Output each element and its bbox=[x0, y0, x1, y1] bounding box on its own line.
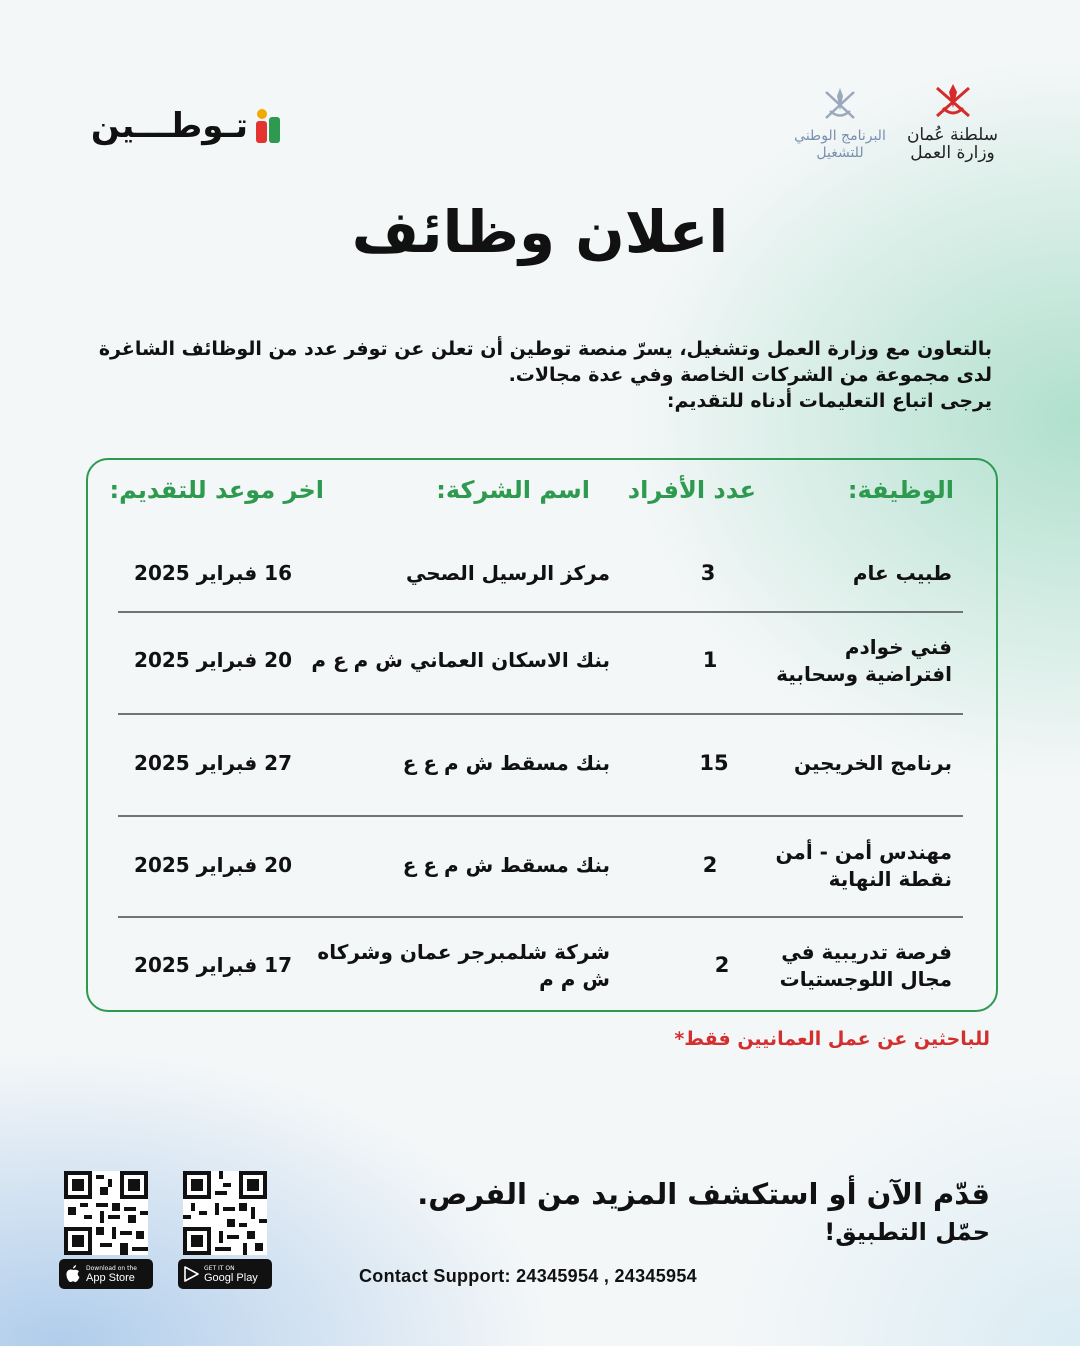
eligibility-note: للباحثين عن عمل العمانيين فقط* bbox=[674, 1028, 990, 1050]
row-divider bbox=[118, 611, 963, 613]
deadline-cell: 27 فبراير 2025 bbox=[134, 751, 292, 775]
column-header-count: عدد الأفراد bbox=[627, 476, 756, 504]
count-cell: 1 bbox=[702, 648, 718, 672]
tawteen-logo-icon bbox=[254, 109, 280, 143]
company-cell: بنك مسقط ش م ع ع bbox=[402, 853, 610, 877]
app-store-small-text: Download on the bbox=[86, 1264, 137, 1272]
app-store-button[interactable] bbox=[59, 1259, 153, 1289]
deadline-cell: 20 فبراير 2025 bbox=[134, 853, 292, 877]
cta-heading: قدّم الآن أو استكشف المزيد من الفرص. bbox=[417, 1177, 990, 1211]
job-title-cell: فني خوادم bbox=[844, 635, 952, 659]
program-emblem-icon bbox=[820, 84, 860, 124]
company-cell: مركز الرسيل الصحي bbox=[405, 561, 610, 585]
intro-line: لدى مجموعة من الشركات الخاصة وفي عدة مجالات. bbox=[508, 364, 992, 386]
google-play-label: Googl Play bbox=[204, 1271, 258, 1284]
page-title: اعلان وظائف bbox=[351, 198, 729, 266]
job-title-cell: مهندس أمن - أمن bbox=[775, 840, 952, 864]
national-employment-program-logo bbox=[785, 84, 895, 168]
count-cell: 3 bbox=[700, 561, 716, 585]
program-logo-text: البرنامج الوطني للتشغيل bbox=[794, 128, 886, 161]
cta-subheading: حمّل التطبيق! bbox=[824, 1218, 990, 1246]
intro-paragraph bbox=[92, 336, 992, 414]
google-play-icon bbox=[184, 1266, 199, 1282]
deadline-cell: 16 فبراير 2025 bbox=[134, 561, 292, 585]
apple-icon bbox=[65, 1265, 81, 1283]
column-header-job: الوظيفة: bbox=[847, 476, 954, 504]
job-title-cell: طبيب عام bbox=[852, 561, 952, 585]
company-cell: بنك الاسكان العماني ش م ع م bbox=[311, 648, 610, 672]
ministry-emblem-icon bbox=[931, 78, 975, 122]
intro-line: يرجى اتباع التعليمات أدناه للتقديم: bbox=[666, 390, 992, 412]
deadline-cell: 20 فبراير 2025 bbox=[134, 648, 292, 672]
tawteen-logo-text: تـوطـــين bbox=[90, 106, 248, 146]
deadline-cell: 17 فبراير 2025 bbox=[134, 953, 292, 977]
intro-line: بالتعاون مع وزارة العمل وتشغيل، يسرّ منصة توطين أن تعلن عن توفر عدد من الوظائف الشاغرة bbox=[98, 338, 992, 360]
row-divider bbox=[118, 815, 963, 817]
jobs-table-card bbox=[86, 458, 998, 1012]
job-title-cell-line2: مجال اللوجستيات bbox=[779, 967, 952, 991]
ministry-logo-text: سلطنة عُمان وزارة العمل bbox=[906, 125, 999, 163]
google-play-small-text: GET IT ON bbox=[204, 1264, 235, 1272]
row-divider bbox=[118, 916, 963, 918]
company-cell-line2: ش م م bbox=[539, 967, 610, 991]
column-header-company: اسم الشركة: bbox=[436, 476, 590, 504]
contact-support: Contact Support: 24345954 , 24345954 bbox=[359, 1266, 697, 1286]
qr-code-icon[interactable] bbox=[183, 1171, 267, 1255]
count-cell: 15 bbox=[699, 751, 729, 775]
company-cell: بنك مسقط ش م ع ع bbox=[402, 751, 610, 775]
tawteen-logo bbox=[90, 104, 280, 148]
company-cell: شركة شلمبرجر عمان وشركاه bbox=[317, 940, 610, 964]
job-title-cell: برنامج الخريجين bbox=[793, 751, 952, 775]
google-play-button[interactable] bbox=[178, 1259, 272, 1289]
app-store-label: App Store bbox=[86, 1271, 135, 1284]
count-cell: 2 bbox=[702, 853, 718, 877]
column-header-deadline: اخر موعد للتقديم: bbox=[109, 476, 324, 504]
job-title-cell-line2: افتراضية وسحابية bbox=[776, 662, 952, 686]
qr-code-icon[interactable] bbox=[64, 1171, 148, 1255]
job-title-cell-line2: نقطة النهاية bbox=[828, 867, 952, 891]
job-title-cell: فرصة تدريبية في bbox=[781, 940, 952, 964]
count-cell: 2 bbox=[714, 953, 730, 977]
ministry-of-labour-logo bbox=[895, 78, 1010, 170]
row-divider bbox=[118, 713, 963, 715]
